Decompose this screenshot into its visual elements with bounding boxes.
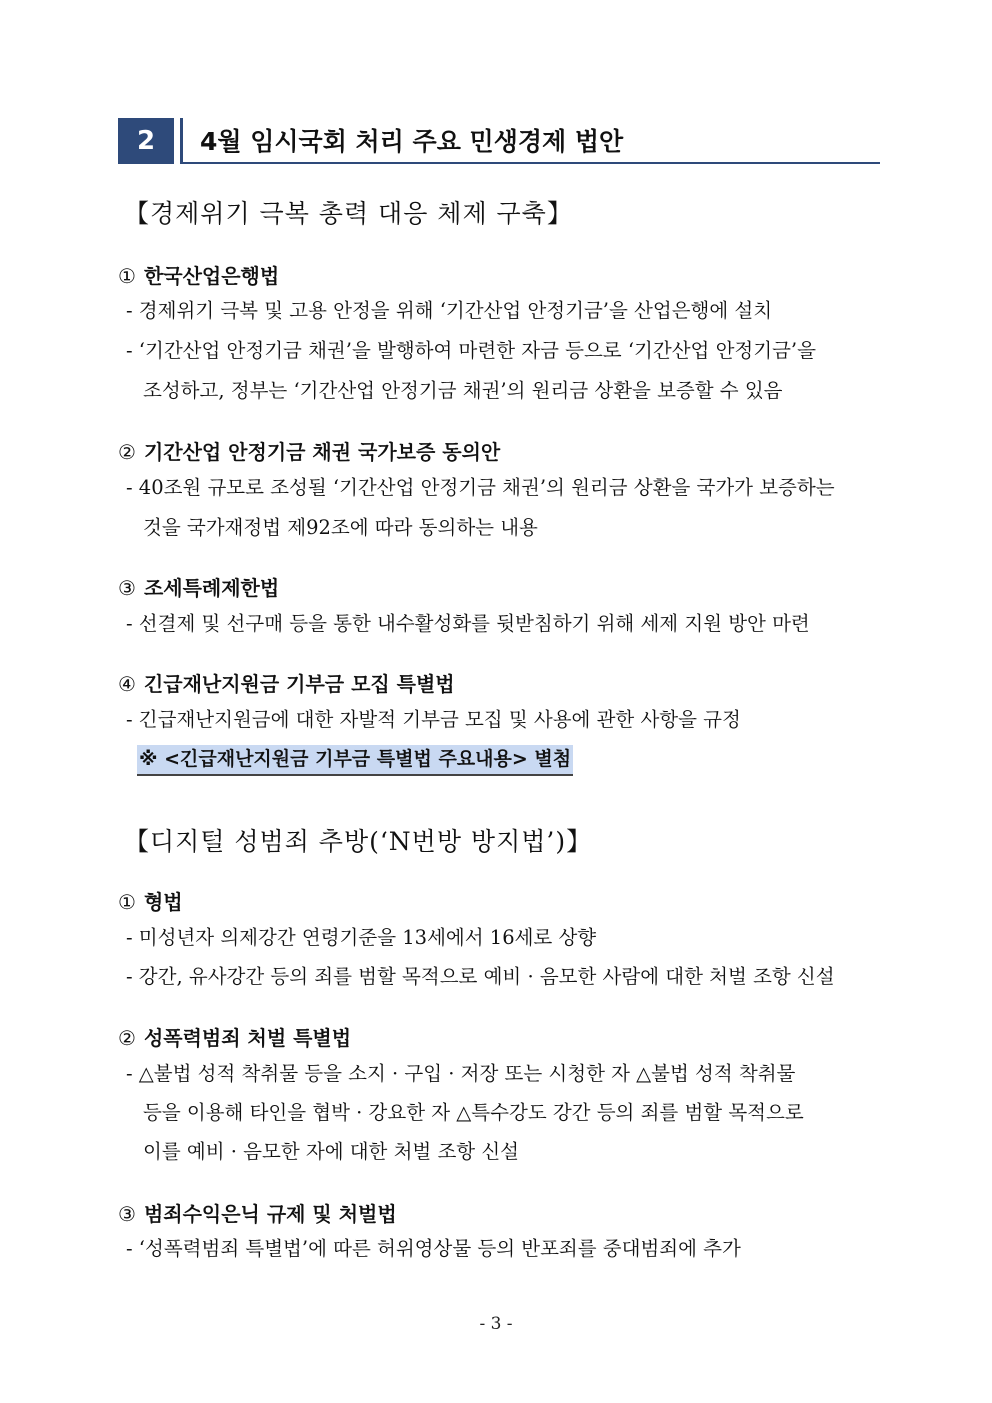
item-title bbox=[118, 572, 279, 601]
item-title-text: 한국산업은행법 bbox=[143, 264, 280, 288]
section-separator bbox=[180, 118, 183, 164]
item-number: ① bbox=[118, 264, 136, 288]
item-title-text: 범죄수익은닉 규제 및 처벌법 bbox=[143, 1202, 397, 1226]
body-line: - ‘기간산업 안정기금 채권’을 발행하여 마련한 자금 등으로 ‘기간산업 안정기금’을 bbox=[126, 339, 816, 362]
body-line: - ‘성폭력범죄 특별법’에 따른 허위영상물 등의 반포죄를 중대범죄에 추가 bbox=[126, 1237, 741, 1260]
item-title bbox=[118, 260, 279, 289]
item-number: ② bbox=[118, 440, 136, 464]
item-number: ③ bbox=[118, 576, 136, 600]
group-title-economic: 【경제위기 극복 총력 대응 체제 구축】 bbox=[124, 199, 573, 228]
section-underline bbox=[180, 162, 880, 164]
item-title bbox=[118, 1198, 397, 1227]
item-title bbox=[118, 668, 455, 697]
group-title-digital-crime: 【디지털 성범죄 추방(‘N번방 방지법’)】 bbox=[124, 827, 593, 856]
item-title bbox=[118, 436, 500, 465]
item-title-text: 조세특례제한법 bbox=[143, 576, 280, 600]
body-line: 조성하고, 정부는 ‘기간산업 안정기금 채권’의 원리금 상환을 보증할 수 있음 bbox=[143, 379, 783, 402]
body-line: 등을 이용해 타인을 협박 · 강요한 자 △특수강도 강간 등의 죄를 범할 목적으로 bbox=[143, 1101, 804, 1124]
body-line: - △불법 성적 착취물 등을 소지 · 구입 · 저장 또는 시청한 자 △불법 성적 착취물 bbox=[126, 1062, 796, 1085]
item-title bbox=[118, 886, 183, 915]
attachment-note: ※ <긴급재난지원금 기부금 특별법 주요내용> 별첨 bbox=[137, 745, 573, 776]
item-number: ① bbox=[118, 890, 136, 914]
body-line: - 선결제 및 선구매 등을 통한 내수활성화를 뒷받침하기 위해 세제 지원 방안 마련 bbox=[126, 612, 810, 635]
body-line: 이를 예비 · 음모한 자에 대한 처벌 조항 신설 bbox=[143, 1140, 520, 1163]
body-line: 것을 국가재정법 제92조에 따라 동의하는 내용 bbox=[143, 516, 538, 539]
page-number: - 3 - bbox=[479, 1314, 513, 1334]
body-line: - 긴급재난지원금에 대한 자발적 기부금 모집 및 사용에 관한 사항을 규정 bbox=[126, 708, 741, 731]
item-number: ③ bbox=[118, 1202, 136, 1226]
item-number: ④ bbox=[118, 672, 136, 696]
item-title-text: 형법 bbox=[143, 890, 183, 914]
section-header bbox=[118, 114, 880, 166]
item-title-text: 기간산업 안정기금 채권 국가보증 동의안 bbox=[143, 440, 501, 464]
item-title bbox=[118, 1022, 351, 1051]
item-number: ② bbox=[118, 1026, 136, 1050]
body-line: - 40조원 규모로 조성될 ‘기간산업 안정기금 채권’의 원리금 상환을 국가가 보증하는 bbox=[126, 476, 835, 499]
section-title: 4월 임시국회 처리 주요 민생경제 법안 bbox=[200, 127, 624, 156]
section-number-badge: 2 bbox=[118, 118, 174, 164]
body-line: - 강간, 유사강간 등의 죄를 범할 목적으로 예비 · 음모한 사람에 대한 처벌 조항 신설 bbox=[126, 965, 835, 988]
item-title-text: 긴급재난지원금 기부금 모집 특별법 bbox=[143, 672, 455, 696]
item-title-text: 성폭력범죄 처벌 특별법 bbox=[143, 1026, 352, 1050]
body-line: - 미성년자 의제강간 연령기준을 13세에서 16세로 상향 bbox=[126, 926, 597, 949]
body-line: - 경제위기 극복 및 고용 안정을 위해 ‘기간산업 안정기금’을 산업은행에 설치 bbox=[126, 299, 773, 322]
